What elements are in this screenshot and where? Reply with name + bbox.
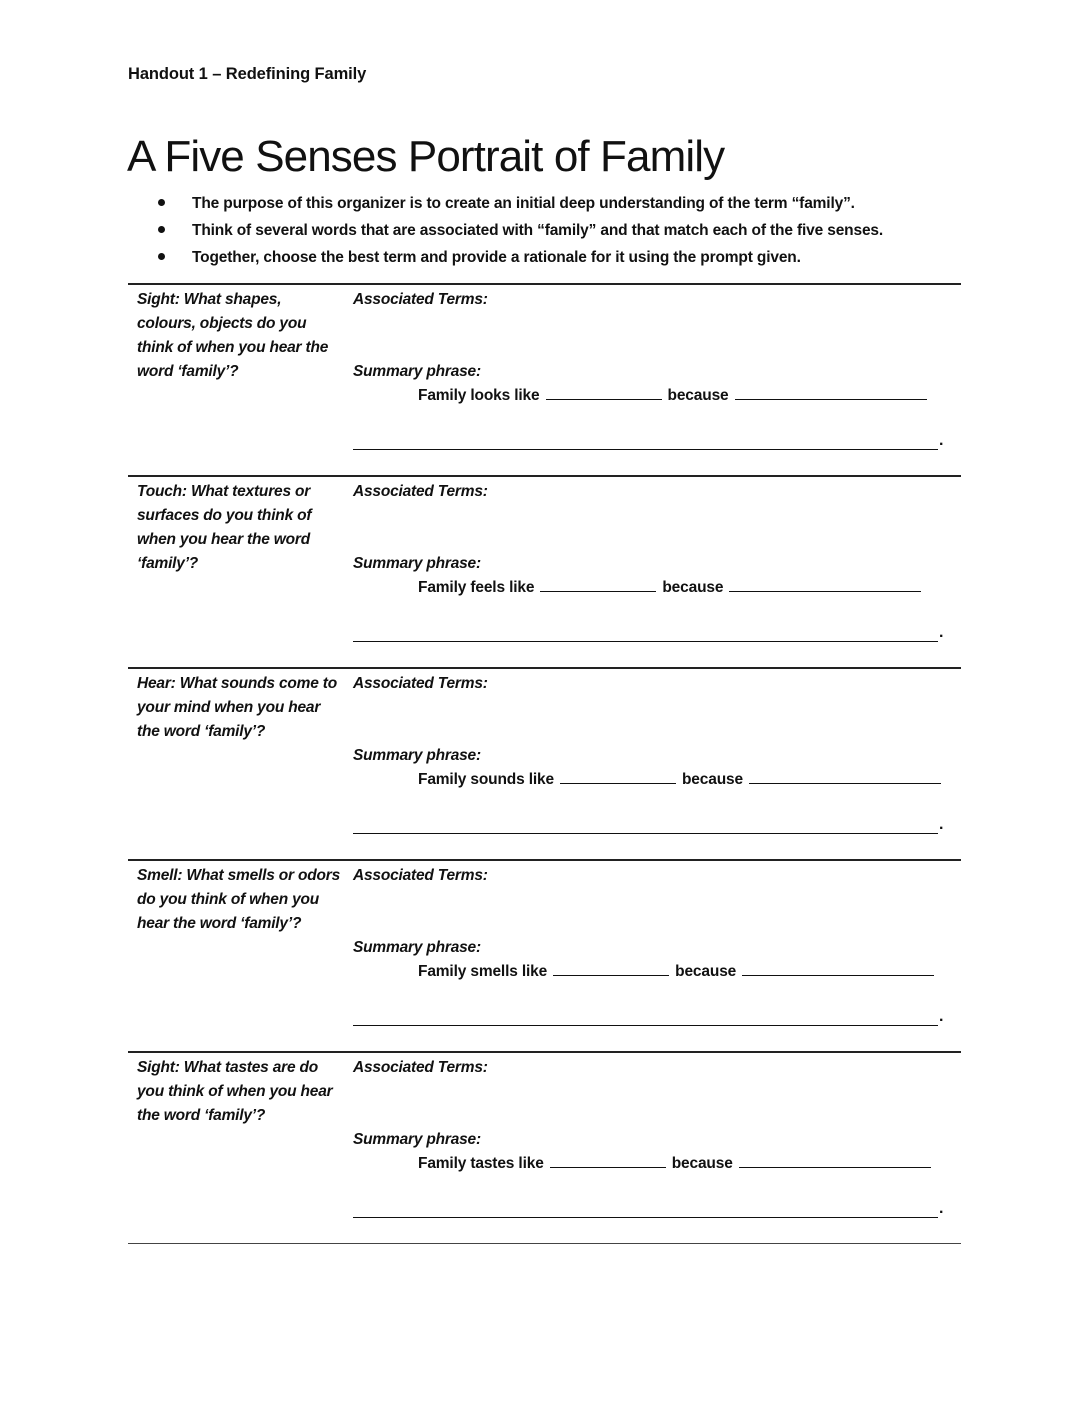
instruction-text: The purpose of this organizer is to create an initial deep understanding of the term “family”.: [192, 195, 855, 212]
summary-phrase-label: Summary phrase:: [353, 1131, 481, 1148]
associated-terms-label: Associated Terms:: [353, 291, 488, 308]
sense-prompt: Sight: What tastes are do you think of when you hear the word ‘family’?: [137, 1059, 333, 1124]
sense-row-sight: [128, 283, 961, 475]
sense-row-taste: [128, 1051, 961, 1244]
instruction-text: Think of several words that are associated with “family” and that match each of the five senses.: [192, 222, 884, 239]
rationale-blank[interactable]: [729, 577, 921, 592]
term-blank[interactable]: [560, 769, 676, 784]
instruction-item: [128, 190, 988, 217]
summary-sentence: [418, 1152, 931, 1176]
associated-terms-label: Associated Terms:: [353, 1059, 488, 1076]
rationale-blank[interactable]: [735, 385, 927, 400]
because-label: because: [671, 1155, 733, 1172]
bullet-icon: [158, 226, 165, 233]
rationale-continuation-blank[interactable]: [353, 435, 938, 450]
sense-row-smell: [128, 859, 961, 1051]
sense-row-touch: [128, 475, 961, 667]
instruction-item: [128, 244, 988, 271]
sense-prompt: Sight: What shapes, colours, objects do you think of when you hear the word ‘family’?: [137, 291, 329, 380]
because-label: because: [675, 963, 737, 980]
because-label: because: [662, 579, 724, 596]
sense-prompt: Hear: What sounds come to your mind when you hear the word ‘family’?: [137, 675, 337, 740]
sentence-start: Family looks like: [418, 387, 540, 404]
instruction-text: Together, choose the best term and provide a rationale for it using the prompt given.: [192, 249, 801, 266]
sentence-start: Family tastes like: [418, 1155, 544, 1172]
rationale-continuation-blank[interactable]: [353, 1203, 938, 1218]
because-label: because: [681, 771, 743, 788]
sentence-period: .: [939, 624, 944, 641]
summary-sentence: [418, 960, 934, 984]
rationale-blank[interactable]: [742, 961, 934, 976]
sentence-start: Family sounds like: [418, 771, 554, 788]
associated-terms-label: Associated Terms:: [353, 483, 488, 500]
sense-row-hear: [128, 667, 961, 859]
summary-sentence: [418, 384, 927, 408]
term-blank[interactable]: [540, 577, 656, 592]
page-title: A Five Senses Portrait of Family: [127, 132, 725, 181]
rationale-continuation-blank[interactable]: [353, 819, 938, 834]
summary-phrase-label: Summary phrase:: [353, 747, 481, 764]
sentence-period: .: [939, 1008, 944, 1025]
summary-sentence: [418, 576, 921, 600]
senses-organizer-table: [128, 283, 961, 1244]
term-blank[interactable]: [550, 1153, 666, 1168]
bullet-icon: [158, 199, 165, 206]
sentence-start: Family feels like: [418, 579, 535, 596]
summary-phrase-label: Summary phrase:: [353, 939, 481, 956]
summary-sentence: [418, 768, 941, 792]
summary-phrase-label: Summary phrase:: [353, 555, 481, 572]
summary-phrase-label: Summary phrase:: [353, 363, 481, 380]
associated-terms-label: Associated Terms:: [353, 675, 488, 692]
sentence-period: .: [939, 432, 944, 449]
handout-header: Handout 1 – Redefining Family: [128, 65, 367, 83]
instruction-list: [128, 190, 988, 271]
term-blank[interactable]: [553, 961, 669, 976]
rationale-continuation-blank[interactable]: [353, 627, 938, 642]
rationale-continuation-blank[interactable]: [353, 1011, 938, 1026]
rationale-blank[interactable]: [749, 769, 941, 784]
rationale-blank[interactable]: [739, 1153, 931, 1168]
because-label: because: [667, 387, 729, 404]
instruction-item: [128, 217, 988, 244]
sentence-start: Family smells like: [418, 963, 548, 980]
sentence-period: .: [939, 1200, 944, 1217]
sense-prompt: Touch: What textures or surfaces do you think of when you hear the word ‘family’?: [137, 483, 312, 572]
term-blank[interactable]: [546, 385, 662, 400]
sentence-period: .: [939, 816, 944, 833]
associated-terms-label: Associated Terms:: [353, 867, 488, 884]
bullet-icon: [158, 253, 165, 260]
sense-prompt: Smell: What smells or odors do you think of when you hear the word ‘family’?: [137, 867, 341, 932]
